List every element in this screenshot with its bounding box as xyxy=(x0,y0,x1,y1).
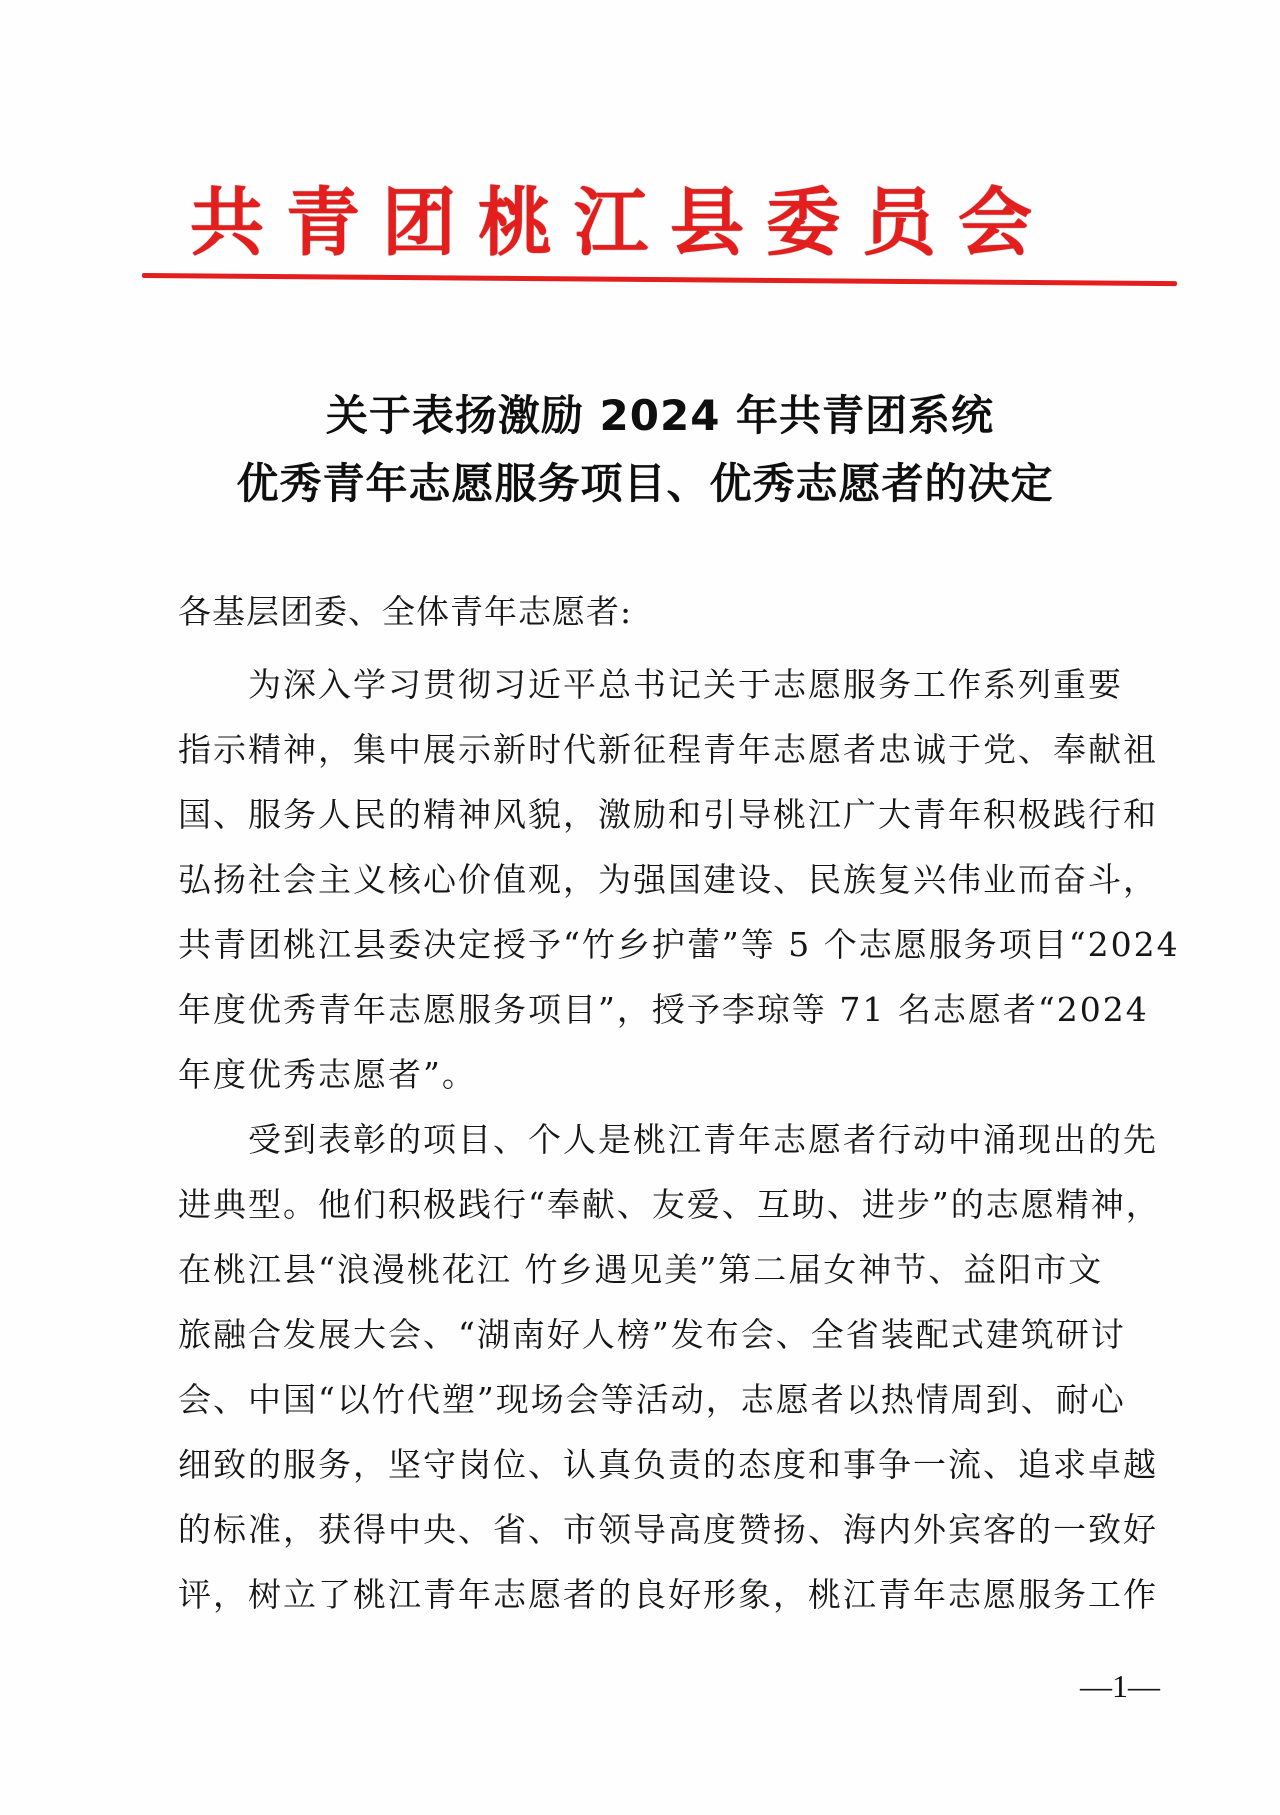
red-divider-line xyxy=(142,273,1177,286)
paragraph-2-line: 评，树立了桃江青年志愿者的良好形象，桃江青年志愿服务工作 xyxy=(178,1575,1158,1614)
salutation: 各基层团委、全体青年志愿者: xyxy=(178,592,633,631)
paragraph-1-line: 年度优秀志愿者”。 xyxy=(178,1055,477,1094)
body-text xyxy=(178,652,1180,1627)
paragraph-1-line: 共青团桃江县委决定授予“竹乡护蕾”等 5 个志愿服务项目“2024 xyxy=(178,925,1180,964)
organization-header: 共青团桃江县委员会 xyxy=(190,180,1054,266)
document-title xyxy=(0,382,1280,518)
paragraph-2-line: 进典型。他们积极践行“奉献、友爱、互助、进步”的志愿精神， xyxy=(178,1185,1161,1224)
paragraph-2-line: 在桃江县“浪漫桃花江 竹乡遇见美”第二届女神节、益阳市文 xyxy=(178,1250,1104,1289)
title-line-2: 优秀青年志愿服务项目、优秀志愿者的决定 xyxy=(236,459,1054,508)
paragraph-1-line: 国、服务人民的精神风貌，激励和引导桃江广大青年积极践行和 xyxy=(178,795,1158,834)
paragraph-2-line: 会、中国“以竹代塑”现场会等活动，志愿者以热情周到、耐心 xyxy=(178,1380,1126,1419)
page-number: —1— xyxy=(1080,1668,1160,1704)
paragraph-1-line: 年度优秀青年志愿服务项目”，授予李琼等 71 名志愿者“2024 xyxy=(178,990,1149,1029)
paragraph-1-line: 指示精神，集中展示新时代新征程青年志愿者忠诚于党、奉献祖 xyxy=(178,730,1158,769)
paragraph-2-line: 旅融合发展大会、“湖南好人榜”发布会、全省装配式建筑研讨 xyxy=(178,1315,1126,1354)
paragraph-2-line: 的标准，获得中央、省、市领导高度赞扬、海内外宾客的一致好 xyxy=(178,1510,1158,1549)
title-line-1: 关于表扬激励 2024 年共青团系统 xyxy=(325,391,995,440)
paragraph-1-line: 弘扬社会主义核心价值观，为强国建设、民族复兴伟业而奋斗， xyxy=(178,860,1158,899)
paragraph-1-line: 为深入学习贯彻习近平总书记关于志愿服务工作系列重要 xyxy=(248,665,1123,704)
paragraph-2-line: 受到表彰的项目、个人是桃江青年志愿者行动中涌现出的先 xyxy=(248,1120,1158,1159)
paragraph-2-line: 细致的服务，坚守岗位、认真负责的态度和事争一流、追求卓越 xyxy=(178,1445,1158,1484)
